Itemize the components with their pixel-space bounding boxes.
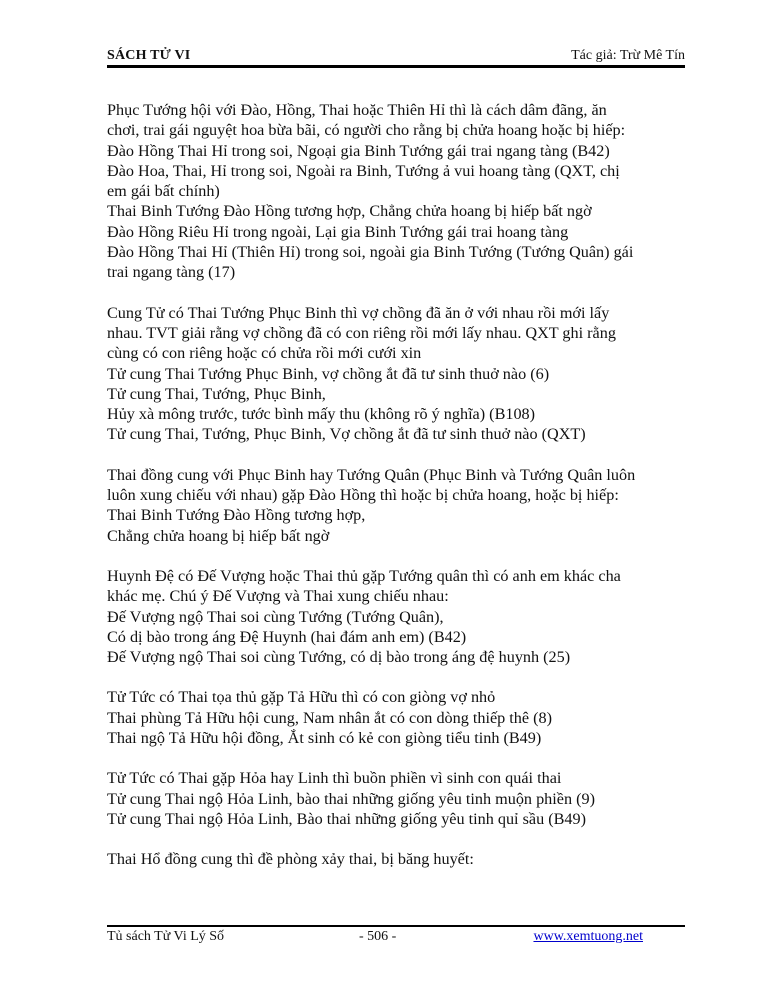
text-line: Thai Hổ đồng cung thì đề phòng xảy thai, bị băng huyết: — [107, 850, 474, 869]
paragraph — [107, 465, 685, 546]
page-body — [107, 100, 685, 890]
text-line: chơi, trai gái nguyệt hoa bừa bãi, có người cho rằng bị chửa hoang hoặc bị hiếp: — [107, 121, 626, 140]
text-line: trai ngang tàng (17) — [107, 263, 236, 282]
footer-rule — [107, 925, 685, 927]
text-line: Thai Binh Tướng Đào Hồng tương hợp, Chẳng chửa hoang bị hiếp bất ngờ — [107, 202, 592, 221]
text-line: Thai Binh Tướng Đào Hồng tương hợp, — [107, 506, 366, 525]
author: Tác giả: Trừ Mê Tín — [571, 48, 685, 63]
text-line: Đào Hồng Thai Hỉ (Thiên Hỉ) trong soi, ngoài gia Binh Tướng (Tướng Quân) gái — [107, 243, 634, 262]
text-line: em gái bất chính) — [107, 182, 220, 201]
text-line: Đào Hồng Riêu Hỉ trong ngoài, Lại gia Binh Tướng gái trai hoang tàng — [107, 222, 569, 241]
text-line: Có dị bào trong áng Đệ Huynh (hai đám anh em) (B42) — [107, 627, 467, 646]
page-footer — [107, 929, 685, 947]
text-line: Đào Hoa, Thai, Hỉ trong soi, Ngoài ra Binh, Tướng ả vui hoang tàng (QXT, chị — [107, 161, 620, 180]
text-line: cùng có con riêng hoặc có chửa rồi mới cưới xin — [107, 344, 422, 363]
text-line: Thai phùng Tả Hữu hội cung, Nam nhân ắt có con dòng thiếp thê (8) — [107, 708, 552, 727]
text-line: Hủy xà mông trước, tước bình mấy thu (không rõ ý nghĩa) (B108) — [107, 405, 536, 424]
text-line: Tử cung Thai, Tướng, Phục Binh, Vợ chồng ắt đã tư sinh thuở nào (QXT) — [107, 425, 586, 444]
text-line: nhau. TVT giải rằng vợ chồng đã có con riêng rồi mới lấy nhau. QXT ghi rằng — [107, 323, 616, 342]
paragraph — [107, 687, 685, 748]
paragraph — [107, 768, 685, 829]
book-title: SÁCH TỬ VI — [107, 48, 191, 63]
text-line: Đế Vượng ngộ Thai soi cùng Tướng (Tướng Quân), — [107, 607, 444, 626]
text-line: Chẳng chửa hoang bị hiếp bất ngờ — [107, 526, 330, 545]
text-line: Đế Vượng ngộ Thai soi cùng Tướng, có dị bào trong áng đệ huynh (25) — [107, 648, 571, 667]
paragraph — [107, 849, 685, 869]
text-line: Tử cung Thai ngộ Hỏa Linh, Bào thai những giống yêu tinh quỉ sầu (B49) — [107, 809, 586, 828]
text-line: Tử Tức có Thai gặp Hỏa hay Linh thì buồn phiền vì sinh con quái thai — [107, 769, 562, 788]
text-line: khác mẹ. Chú ý Đế Vượng và Thai xung chiếu nhau: — [107, 587, 449, 606]
text-line: Phục Tướng hội với Đào, Hồng, Thai hoặc Thiên Hỉ thì là cách dâm đãng, ăn — [107, 101, 607, 119]
header-rule — [107, 65, 685, 68]
text-line: Thai ngộ Tả Hữu hội đồng, Ắt sinh có kẻ con giòng tiểu tinh (B49) — [107, 729, 542, 748]
text-line: Thai đồng cung với Phục Binh hay Tướng Quân (Phục Binh và Tướng Quân luôn — [107, 465, 636, 484]
paragraph — [107, 566, 685, 667]
text-line: Cung Tử có Thai Tướng Phục Binh thì vợ chồng đã ăn ở với nhau rồi mới lấy — [107, 303, 610, 322]
footer-series: Tủ sách Tử Vi Lý Số — [107, 929, 225, 944]
text-line: Đào Hồng Thai Hỉ trong soi, Ngoại gia Binh Tướng gái trai ngang tàng (B42) — [107, 141, 610, 160]
page-number: - 506 - — [359, 929, 397, 944]
paragraph — [107, 303, 685, 445]
text-line: Tử cung Thai ngộ Hỏa Linh, bào thai những giống yêu tinh muộn phiền (9) — [107, 789, 595, 808]
text-line: Tử cung Thai, Tướng, Phục Binh, — [107, 384, 326, 403]
text-line: luôn xung chiếu với nhau) gặp Đào Hồng thì hoặc bị chửa hoang, hoặc bị hiếp: — [107, 486, 619, 505]
text-line: Huynh Đệ có Đế Vượng hoặc Thai thủ gặp Tướng quân thì có anh em khác cha — [107, 566, 621, 585]
text-line: Tử Tức có Thai tọa thủ gặp Tả Hữu thì có con giòng vợ nhỏ — [107, 688, 496, 707]
text-line: Tử cung Thai Tướng Phục Binh, vợ chồng ắt đã tư sinh thuở nào (6) — [107, 364, 550, 383]
page-header — [107, 42, 685, 64]
website-link[interactable]: www.xemtuong.net — [533, 929, 643, 944]
paragraph — [107, 100, 685, 283]
